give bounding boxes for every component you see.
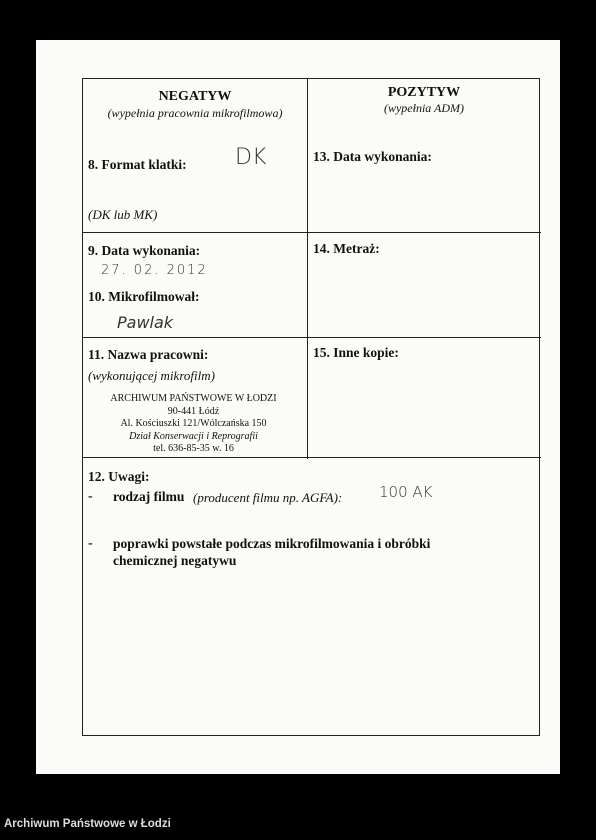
format-klatki-label: 8. Format klatki: xyxy=(88,157,187,172)
data-wykonania-label: 9. Data wykonania: xyxy=(88,243,201,258)
negatyw-title: NEGATYW xyxy=(158,89,232,104)
rodzaj-filmu-value[interactable]: 100 AK xyxy=(379,483,433,501)
inne-kopie-label: 15. Inne kopie: xyxy=(313,345,399,360)
mikrofilmowal-value[interactable]: Pawlak xyxy=(117,313,174,332)
negatyw-subtitle: (wypełnia pracownia mikrofilmowa) xyxy=(107,106,283,120)
stamp-line-2: 90-441 Łódź xyxy=(167,405,220,417)
bullet-2: - xyxy=(88,536,93,551)
poprawki-line-1: poprawki powstałe podczas mikrofilmowania i obróbki xyxy=(113,536,431,551)
stamp-line-5: tel. 636-85-35 w. 16 xyxy=(153,443,234,454)
data-wykonania-pozytyw-label: 13. Data wykonania: xyxy=(313,149,432,164)
nazwa-pracowni-label: 11. Nazwa pracowni: xyxy=(88,347,209,362)
footer-caption: Archiwum Państwowe w Łodzi xyxy=(4,818,171,830)
pozytyw-title: POZYTYW xyxy=(387,85,461,100)
bullet-1: - xyxy=(88,489,93,504)
pozytyw-subtitle: (wypełnia ADM) xyxy=(383,101,465,115)
stamp-line-1: ARCHIWUM PAŃSTWOWE W ŁODZI xyxy=(110,393,277,404)
stamp-line-3: Al. Kościuszki 121/Wólczańska 150 xyxy=(120,418,267,429)
form-page xyxy=(36,40,560,774)
rodzaj-filmu-label: rodzaj filmu xyxy=(113,489,185,504)
uwagi-label: 12. Uwagi: xyxy=(88,469,150,484)
poprawki-line-2: chemicznej negatywu xyxy=(113,553,237,568)
rodzaj-filmu-hint: (producent filmu np. AGFA): xyxy=(193,490,343,505)
form-grid xyxy=(82,78,540,736)
format-klatki-hint: (DK lub MK) xyxy=(88,207,158,222)
mikrofilmowal-label: 10. Mikrofilmował: xyxy=(88,289,200,304)
data-wykonania-value[interactable]: 27. 02. 2012 xyxy=(101,263,208,278)
archive-stamp xyxy=(91,393,296,456)
nazwa-pracowni-hint: (wykonującej mikrofilm) xyxy=(88,368,215,383)
stamp-line-4: Dział Konserwacji i Reprografii xyxy=(129,430,258,442)
metraz-label: 14. Metraż: xyxy=(313,241,380,256)
format-klatki-value[interactable]: DK xyxy=(235,145,267,170)
